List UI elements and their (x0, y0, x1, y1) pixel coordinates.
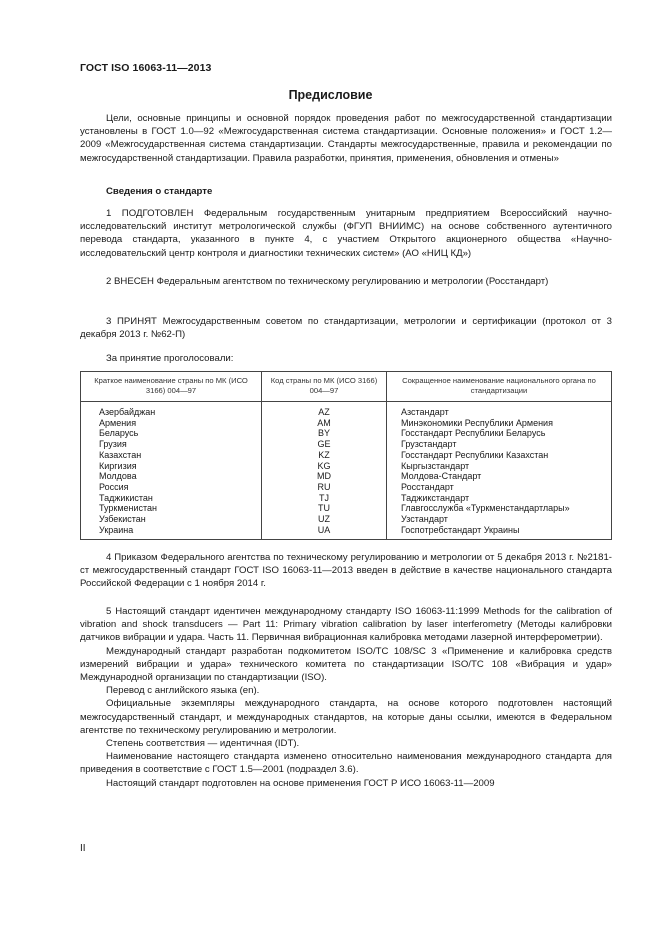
item-5 (80, 605, 612, 790)
item-5-paragraph-5: Степень соответствия — идентичная (IDT). (106, 738, 300, 750)
country-code: UZ (318, 514, 330, 525)
header-country: Краткое наименование страны по МК (ИСО 3166) 004—97 (81, 372, 262, 402)
country-name: Туркменистан (99, 503, 158, 514)
item-3 (80, 315, 612, 341)
country-name: Армения (99, 417, 137, 428)
country-code: MD (317, 471, 331, 482)
intro-text: Цели, основные принципы и основной порядок проведения работ по межгосударственной стандартизации установлены в ГОСТ 1.0—92 «Межгосударственная система стандартизации. Основные положения» и ГОСТ 1.2—2009 «Межгосударственная система стандартизации. Стандарты межгосударственные, правила и рекомендации по межгосударственной стандартизации. Правила разработки, принятия, применения, обновления и отмены» (80, 113, 612, 164)
header-code: Код страны по МК (ИСО 3166) 004—97 (262, 372, 387, 402)
standards-body: Таджикстандарт (401, 492, 470, 503)
country-name: Беларусь (99, 428, 139, 439)
table-body-row (81, 402, 612, 540)
table-header-row (81, 372, 612, 402)
country-name: Украина (99, 524, 134, 535)
standards-body: Молдова-Стандарт (401, 471, 482, 482)
intro-paragraph (80, 112, 612, 165)
standards-body: Госстандарт Республики Казахстан (401, 449, 549, 460)
country-code: UA (317, 524, 331, 535)
item-5-paragraph-4: Официальные экземпляры международного стандарта, на основе которого подготовлен настоящий межгосударственный стандарт, и международных стандартов, на которые даны ссылки, имеются в Федеральном агентстве по техническому регулированию и метрологии. (80, 698, 612, 736)
standards-body: Минэкономики Республики Армения (401, 417, 553, 428)
item-5-paragraph-7: Настоящий стандарт подготовлен на основе применения ГОСТ Р ИСО 16063-11—2009 (106, 777, 495, 789)
country-name: Таджикистан (99, 492, 153, 503)
country-code: BY (317, 428, 330, 439)
country-code: KZ (318, 449, 330, 460)
country-code: TJ (319, 492, 329, 503)
item-5-paragraph-2: Международный стандарт разработан подкомитетом ISO/TC 108/SC 3 «Применение и калибровка средств измерений вибрации и удара» технического комитета по стандартизации ISO/TC 108 «Вибрация и удар» Международной организации по стандартизации (ISO). (80, 645, 612, 684)
subheading: Сведения о стандарте (106, 186, 213, 197)
item-5-paragraph-3: Перевод с английского языка (en). (106, 685, 260, 697)
country-code: TU (318, 503, 330, 514)
country-name: Россия (99, 481, 129, 492)
page-number: II (80, 843, 86, 854)
item-1 (80, 207, 612, 260)
document-header: ГОСТ ISO 16063-11—2013 (80, 62, 212, 74)
standards-body: Росстандарт (401, 481, 454, 492)
item-2 (80, 275, 612, 288)
country-code: GE (317, 439, 331, 450)
standards-body: Кыргызстандарт (401, 460, 470, 471)
country-code: KG (317, 460, 331, 471)
country-code: AM (317, 417, 331, 428)
country-name: Казахстан (99, 449, 142, 460)
standards-body: Госстандарт Республики Беларусь (401, 428, 546, 439)
item-3-text: 3 ПРИНЯТ Межгосударственным советом по стандартизации, метрологии и сертификации (протокол от 3 декабря 2013 г. №62-П) (80, 316, 612, 341)
item-4 (80, 551, 612, 591)
country-column (81, 402, 262, 540)
country-name: Грузия (99, 439, 127, 450)
country-name: Узбекистан (99, 514, 146, 525)
item-5-text: 5 Настоящий стандарт идентичен международному стандарту ISO 16063-11:1999 Methods for the calibration of vibration and shock transducers — Part 11: Primary vibration calibration by laser interferometry (Методы калибровки датчиков вибрации и удара. Часть 11. Первичная вибрационная калибровка методами лазерной интерферометрии). (80, 606, 612, 644)
country-name: Молдова (99, 471, 137, 482)
code-column (262, 402, 387, 540)
country-code: AZ (318, 407, 330, 417)
body-column (387, 402, 612, 540)
votes-table (80, 371, 612, 540)
standards-body: Главгосслужба «Туркменстандартлары» (401, 503, 570, 514)
country-name: Киргизия (99, 460, 137, 471)
header-body: Сокращенное наименование национального органа по стандартизации (387, 372, 612, 402)
standards-body: Узстандарт (401, 514, 448, 525)
item-2-text: 2 ВНЕСЕН Федеральным агентством по техническому регулированию и метрологии (Росстандарт) (106, 276, 549, 287)
standards-body: Грузстандарт (401, 439, 457, 450)
standards-body: Азстандарт (401, 407, 449, 417)
item-1-text: 1 ПОДГОТОВЛЕН Федеральным государственным унитарным предприятием Всероссийский научно-исследовательский институт метрологической службы (ФГУП ВНИИМС) на основе собственного аутентичного перевода стандарта, указанного в пункте 4, с участием Открытого акционерного общества «Научно-исследовательский центр контроля и диагностики технических систем» (АО «НИЦ КД») (80, 208, 612, 259)
votes-lead: За принятие проголосовали: (106, 353, 234, 364)
item-5-paragraph-6: Наименование настоящего стандарта изменено относительно наименования международного стандарта для приведения в соответствие с ГОСТ 1.5—2001 (подраздел 3.6). (80, 751, 612, 776)
page-title: Предисловие (288, 88, 373, 102)
country-code: RU (317, 481, 331, 492)
country-name: Азербайджан (99, 407, 156, 417)
standards-body: Госпотребстандарт Украины (401, 524, 520, 535)
item-4-text: 4 Приказом Федерального агентства по техническому регулированию и метрологии от 5 декабря 2013 г. №2181-ст межгосударственный стандарт ГОСТ ISO 16063-11—2013 введен в действие в качестве национального стандарта Российской Федерации с 1 ноября 2014 г. (80, 552, 612, 590)
